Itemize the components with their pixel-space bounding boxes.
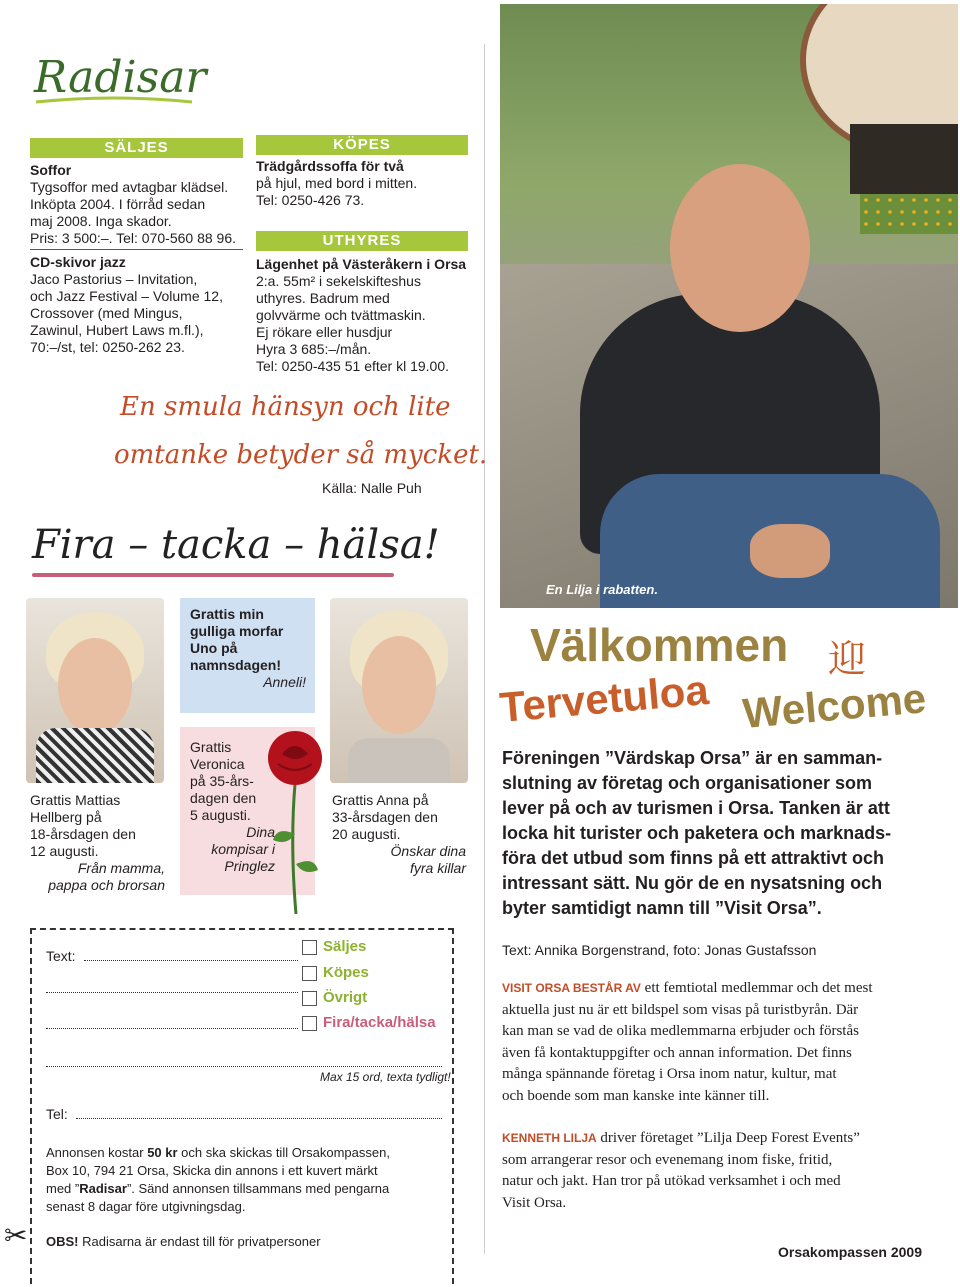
tel-label bbox=[46, 1106, 68, 1122]
text-input-line-2[interactable] bbox=[46, 992, 298, 993]
article-line: som arrangerar resor och evenemang inom fiske, fritid, bbox=[502, 1151, 833, 1168]
option-label: Övrigt bbox=[323, 989, 368, 1006]
option-kopes[interactable] bbox=[302, 964, 369, 981]
photo-head bbox=[670, 164, 810, 332]
intro-line: intressant sätt. Nu gör de en nysatsning och bbox=[502, 873, 883, 893]
option-label: Säljes bbox=[323, 938, 367, 955]
checkbox[interactable] bbox=[302, 1016, 317, 1031]
card-line: 18-årsdagen den bbox=[30, 826, 136, 842]
obs-text: Radisarna är endast till för privatpersoner bbox=[78, 1234, 321, 1249]
footer-publication: Orsakompassen 2009 bbox=[778, 1244, 922, 1260]
intro-line: föra det utbud som finns på ett attraktivt och bbox=[502, 848, 885, 868]
item-title: Lägenhet på Västeråkern i Orsa bbox=[256, 256, 467, 272]
item-title: CD-skivor jazz bbox=[30, 254, 126, 270]
card-line: namnsdagen! bbox=[190, 657, 282, 673]
card-line: Uno på bbox=[190, 640, 238, 656]
card-line: Grattis min bbox=[190, 606, 264, 622]
card-line: dagen den bbox=[190, 790, 257, 806]
quote-line-1: En smula hänsyn och lite bbox=[120, 392, 451, 422]
option-saljes[interactable] bbox=[302, 938, 366, 955]
article-line bbox=[502, 978, 952, 1000]
welcome-swedish: Välkommen bbox=[530, 619, 789, 671]
uthyres-item bbox=[256, 256, 481, 375]
photo-anna bbox=[330, 598, 468, 783]
item-line: på hjul, med bord i mitten. bbox=[256, 175, 418, 191]
card-line: Veronica bbox=[190, 756, 245, 772]
info-price: 50 kr bbox=[147, 1145, 178, 1160]
item-line: Crossover (med Mingus, bbox=[30, 305, 183, 321]
article-line: även få kontaktuppgifter och annan information. Det finns bbox=[502, 1044, 852, 1061]
item-line: och Jazz Festival – Volume 12, bbox=[30, 288, 223, 304]
info-line bbox=[46, 1144, 446, 1162]
item-line: Inköpta 2004. I förråd sedan bbox=[30, 196, 206, 212]
text-label-text: Text: bbox=[46, 948, 76, 964]
kopes-heading: KÖPES bbox=[256, 135, 468, 155]
info-line bbox=[46, 1180, 446, 1198]
text-input-line-1[interactable] bbox=[84, 960, 298, 961]
card-line: Grattis bbox=[190, 739, 232, 755]
intro-line: byter samtidigt namn till ”Visit Orsa”. bbox=[502, 898, 822, 918]
photo-hands bbox=[750, 524, 830, 578]
card-line: 20 augusti. bbox=[332, 826, 401, 842]
card-line: 12 augusti. bbox=[30, 843, 99, 859]
info-line: Box 10, 794 21 Orsa, Skicka din annons i ett kuvert märkt bbox=[46, 1163, 378, 1178]
intro-text bbox=[502, 746, 952, 921]
quote-source: Källa: Nalle Puh bbox=[322, 480, 422, 496]
item-line: Ej rökare eller husdjur bbox=[256, 324, 393, 340]
card-line: gulliga morfar bbox=[190, 623, 284, 639]
uthyres-heading: UTHYRES bbox=[256, 231, 468, 251]
article-line bbox=[502, 1128, 952, 1150]
checkbox[interactable] bbox=[302, 991, 317, 1006]
item-line: Tel: 0250-435 51 efter kl 19.00. bbox=[256, 358, 450, 374]
photo-shirt bbox=[348, 738, 450, 783]
intro-line: slutning av företag och organisationer som bbox=[502, 773, 873, 793]
photo-flowers bbox=[860, 194, 958, 234]
card-sign: Från mamma, bbox=[77, 860, 165, 876]
intro-line: locka hit turister och paketera och marknads- bbox=[502, 823, 892, 843]
option-label: Köpes bbox=[323, 964, 369, 981]
article-paragraph-1 bbox=[502, 978, 952, 1107]
photo-kenneth-lilja bbox=[500, 4, 958, 608]
info-text: Annonsen kostar bbox=[46, 1145, 148, 1160]
info-line: senast 8 dagar före utgivningsdag. bbox=[46, 1199, 246, 1214]
photo-caption: En Lilja i rabatten. bbox=[546, 582, 658, 597]
card-line: 5 augusti. bbox=[190, 807, 251, 823]
welcome-english: Welcome bbox=[740, 674, 928, 738]
card-sign: fyra killar bbox=[409, 860, 466, 876]
item-line: Zawinul, Hubert Laws m.fl.), bbox=[30, 322, 204, 338]
welcome-chinese: 迎 bbox=[828, 639, 867, 681]
card-sign: Dina bbox=[246, 824, 275, 840]
fira-title: Fira – tacka – hälsa! bbox=[32, 522, 440, 568]
article-line: natur och jakt. Han tror på utökad verksamhet i och med bbox=[502, 1173, 841, 1189]
option-ovrigt[interactable] bbox=[302, 989, 367, 1006]
card-line: på 35-års- bbox=[190, 773, 254, 789]
tel-input-line[interactable] bbox=[76, 1118, 442, 1119]
photo-credit: Text: Annika Borgenstrand, foto: Jonas Gustafsson bbox=[502, 942, 817, 958]
info-text: med ” bbox=[46, 1181, 80, 1196]
card-morfar-text bbox=[190, 606, 315, 691]
photo-face bbox=[362, 636, 436, 734]
item-line: Tel: 0250-426 73. bbox=[256, 192, 365, 208]
kopes-item bbox=[256, 158, 476, 209]
fira-title-underline bbox=[32, 573, 394, 577]
item-line: 70:–/st, tel: 0250-262 23. bbox=[30, 339, 185, 355]
intro-line: lever på och av turismen i Orsa. Tanken är att bbox=[502, 798, 890, 818]
card-sign: Önskar dina bbox=[390, 843, 466, 859]
order-form-border bbox=[30, 928, 454, 1284]
saljes-item-soffor bbox=[30, 162, 250, 247]
article-line: många spännande företag i Orsa inom natur, kultur, mat bbox=[502, 1066, 837, 1082]
card-mattias-text bbox=[30, 792, 180, 894]
card-anna-text bbox=[332, 792, 472, 877]
card-line: Hellberg på bbox=[30, 809, 102, 825]
checkbox[interactable] bbox=[302, 966, 317, 981]
checkbox[interactable] bbox=[302, 940, 317, 955]
max-words-note: Max 15 ord, texta tydligt! bbox=[320, 1070, 451, 1084]
rose-icon bbox=[262, 724, 328, 916]
option-label: Fira/tacka/hälsa bbox=[323, 1014, 436, 1031]
article-paragraph-2 bbox=[502, 1128, 952, 1214]
info-text: ”. Sänd annonsen tillsammans med pengarna bbox=[126, 1181, 390, 1196]
option-fira[interactable] bbox=[302, 1014, 436, 1031]
article-line: Visit Orsa. bbox=[502, 1194, 567, 1211]
section-title-radisar: Radisar bbox=[34, 52, 207, 103]
card-line: Grattis Anna på bbox=[332, 792, 429, 808]
item-line: maj 2008. Inga skador. bbox=[30, 213, 172, 229]
obs-label: OBS! bbox=[46, 1234, 79, 1249]
card-line: Grattis Mattias bbox=[30, 792, 121, 808]
article-line: kan man se vad de olika medlemmarna erbjuder och förstås bbox=[502, 1023, 859, 1039]
item-line: 2:a. 55m² i sekelskifteshus bbox=[256, 273, 421, 289]
photo-scarf bbox=[36, 728, 154, 783]
text-input-line-3[interactable] bbox=[46, 1028, 298, 1029]
card-line: 33-årsdagen den bbox=[332, 809, 438, 825]
photo-face bbox=[58, 638, 132, 734]
item-line: Hyra 3 685:–/mån. bbox=[256, 341, 372, 357]
item-title: Soffor bbox=[30, 162, 72, 178]
article-lead: KENNETH LILJA bbox=[502, 1131, 597, 1145]
item-line: Pris: 3 500:–. Tel: 070-560 88 96. bbox=[30, 230, 236, 246]
intro-line: Föreningen ”Värdskap Orsa” är en samman- bbox=[502, 748, 883, 768]
card-sign: pappa och brorsan bbox=[48, 877, 165, 893]
item-line: uthyres. Badrum med bbox=[256, 290, 390, 306]
article-text: ett femtiotal medlemmar och det mest bbox=[640, 980, 873, 996]
item-line: Jaco Pastorius – Invitation, bbox=[30, 271, 198, 287]
card-sign: kompisar i bbox=[211, 841, 275, 857]
title-underline bbox=[34, 96, 194, 108]
article-line: och boende som man kanske inte känner till. bbox=[502, 1087, 770, 1104]
card-sign: Anneli! bbox=[263, 674, 306, 690]
item-line: Tygsoffor med avtagbar klädsel. bbox=[30, 179, 229, 195]
obs-note bbox=[46, 1234, 321, 1249]
text-label bbox=[46, 948, 76, 964]
tel-label-text: Tel: bbox=[46, 1106, 68, 1122]
form-info bbox=[46, 1144, 446, 1216]
card-sign: Pringlez bbox=[224, 858, 275, 874]
photo-mattias bbox=[26, 598, 164, 783]
saljes-divider bbox=[30, 249, 243, 250]
divider-vertical bbox=[484, 44, 485, 1254]
saljes-item-cd bbox=[30, 254, 250, 356]
article-lead: VISIT ORSA BESTÅR AV bbox=[502, 981, 641, 995]
info-bold: Radisar bbox=[79, 1181, 127, 1196]
text-input-line-4[interactable] bbox=[46, 1066, 442, 1067]
article-text: driver företaget ”Lilja Deep Forest Events” bbox=[596, 1130, 860, 1146]
item-title: Trädgårdssoffa för två bbox=[256, 158, 404, 174]
article-line: aktuella just nu är ett bildspel som visas på turistbyrån. Där bbox=[502, 1001, 859, 1018]
card-morfar-box bbox=[180, 598, 315, 713]
scissors-icon: ✂ bbox=[4, 1220, 28, 1251]
info-text: och ska skickas till Orsakompassen, bbox=[177, 1145, 390, 1160]
welcome-finnish: Tervetuloa bbox=[497, 665, 711, 732]
item-line: golvvärme och tvättmaskin. bbox=[256, 307, 426, 323]
photo-sign-board bbox=[850, 124, 958, 194]
saljes-heading: SÄLJES bbox=[30, 138, 243, 158]
quote-line-2: omtanke betyder så mycket. bbox=[114, 440, 488, 470]
